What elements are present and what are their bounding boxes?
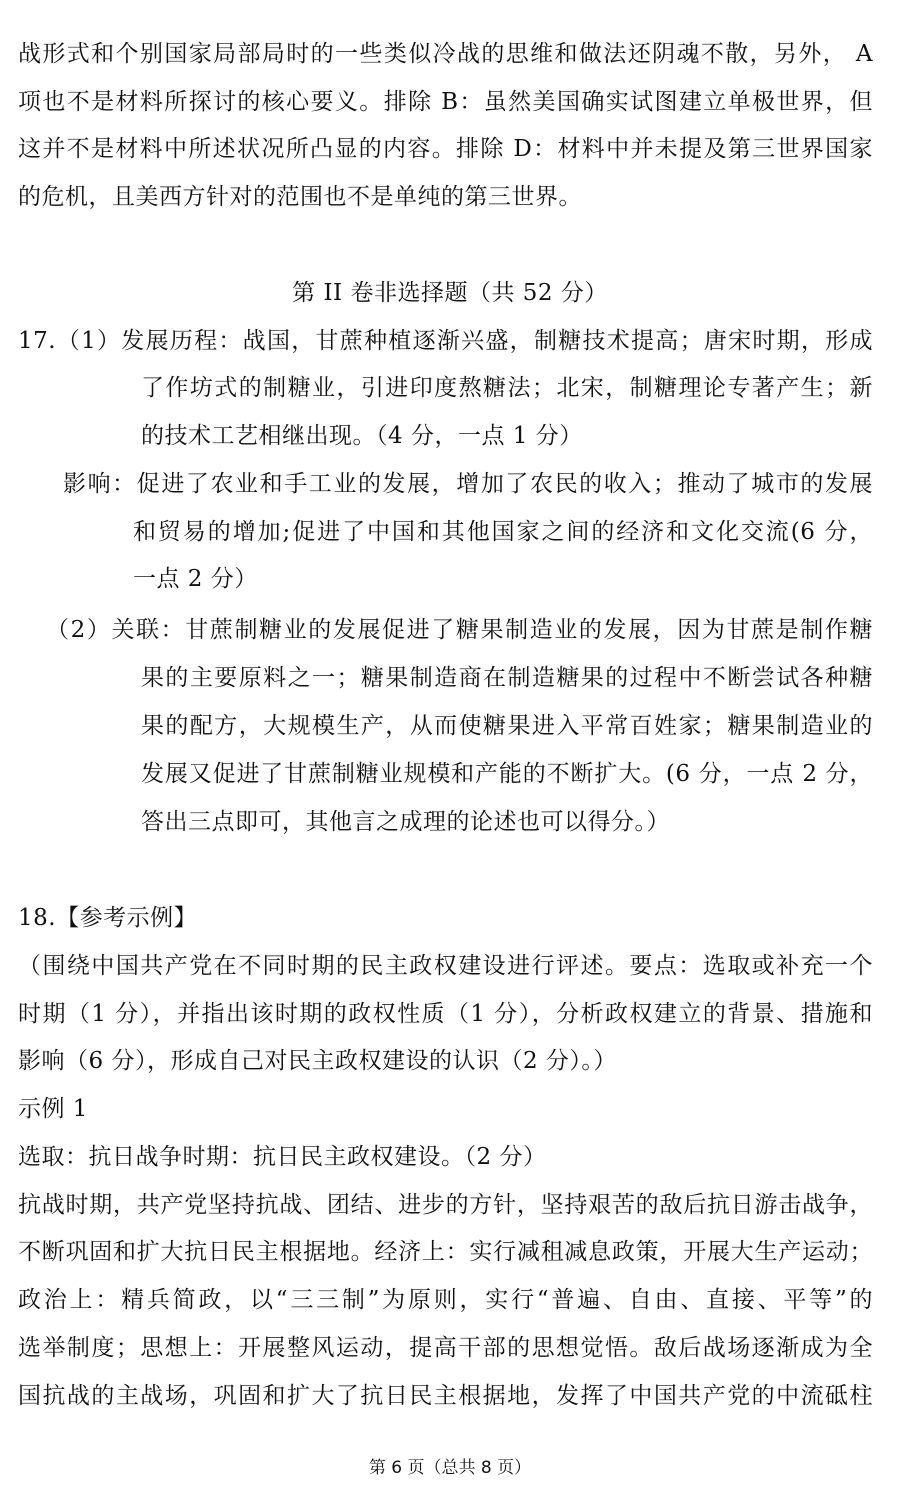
- intro-line-2: 项也不是材料所探讨的核心要义。排除 B：虽然美国确实试图建立单极世界，但: [18, 89, 873, 115]
- example-selection: 选取：抗日战争时期：抗日民主政权建设。（2 分）: [18, 1144, 547, 1170]
- q18-note-line-3: 影响（6 分），形成自己对民主政权建设的认识（2 分）。）: [18, 1048, 617, 1074]
- example-body-line-4: 选举制度；思想上：开展整风运动，提高干部的思想觉悟。敌后战场逐渐成为全: [18, 1335, 873, 1361]
- q17-history-line-2: 了作坊式的制糖业，引进印度熬糖法；北宋，制糖理论专著产生；新: [141, 375, 873, 401]
- section-title: 第 II 卷非选择题（共 52 分）: [292, 280, 608, 306]
- q17-impact-line-2: 和贸易的增加;促进了中国和其他国家之间的经济和文化交流(6 分，: [133, 519, 873, 545]
- q17-relation-line-3: 果的配方，大规模生产，从而使糖果进入平常百姓家；糖果制造业的: [141, 713, 873, 739]
- q17-impact-line-3: 一点 2 分）: [133, 566, 258, 592]
- q18-note-line-2: 时期（1 分），并指出该时期的政权性质（1 分），分析政权建立的背景、措施和: [18, 1001, 873, 1027]
- q17-impact-line-1: 影响：促进了农业和手工业的发展，增加了农民的收入；推动了城市的发展: [63, 471, 873, 497]
- example-body-line-5: 国抗战的主战场，巩固和扩大了抗日民主根据地，发挥了中国共产党的中流砥柱: [18, 1383, 873, 1409]
- q17-relation-line-5: 答出三点即可，其他言之成理的论述也可以得分。）: [141, 809, 670, 835]
- q18-heading: 18.【参考示例】: [18, 905, 198, 931]
- intro-line-4: 的危机，且美西方针对的范围也不是单纯的第三世界。: [18, 184, 582, 210]
- example-body-line-1: 抗战时期，共产党坚持抗战、团结、进步的方针，坚持艰苦的敌后抗日游击战争，: [18, 1192, 873, 1218]
- example-body-line-2: 不断巩固和扩大抗日民主根据地。经济上：实行减租减息政策，开展大生产运动；: [18, 1239, 873, 1265]
- example-body-line-3: 政治上：精兵简政，以“三三制”为原则，实行“普遍、自由、直接、平等”的: [18, 1287, 873, 1313]
- q17-history-line-1: 17.（1）发展历程：战国，甘蔗种植逐渐兴盛，制糖技术提高；唐宋时期，形成: [18, 328, 873, 354]
- q17-relation-line-2: 果的主要原料之一；糖果制造商在制造糖果的过程中不断尝试各种糖: [141, 665, 873, 691]
- q17-relation-line-1: （2）关联：甘蔗制糖业的发展促进了糖果制造业的发展，因为甘蔗是制作糖: [46, 617, 873, 643]
- q17-relation-line-4: 发展又促进了甘蔗制糖业规模和产能的不断扩大。(6 分，一点 2 分，: [141, 761, 873, 787]
- q17-history-line-3: 的技术工艺相继出现。（4 分，一点 1 分）: [141, 423, 583, 449]
- q18-note-line-1: （围绕中国共产党在不同时期的民主政权建设进行评述。要点：选取或补充一个: [18, 953, 873, 979]
- page-footer: 第 6 页（总共 8 页）: [368, 1458, 532, 1478]
- intro-line-1: 战形式和个别国家局部局时的一些类似冷战的思维和做法还阴魂不散，另外， A: [18, 41, 873, 67]
- intro-line-3: 这并不是材料中所述状况所凸显的内容。排除 D：材料中并未提及第三世界国家: [18, 136, 873, 162]
- example-label: 示例 1: [18, 1096, 88, 1122]
